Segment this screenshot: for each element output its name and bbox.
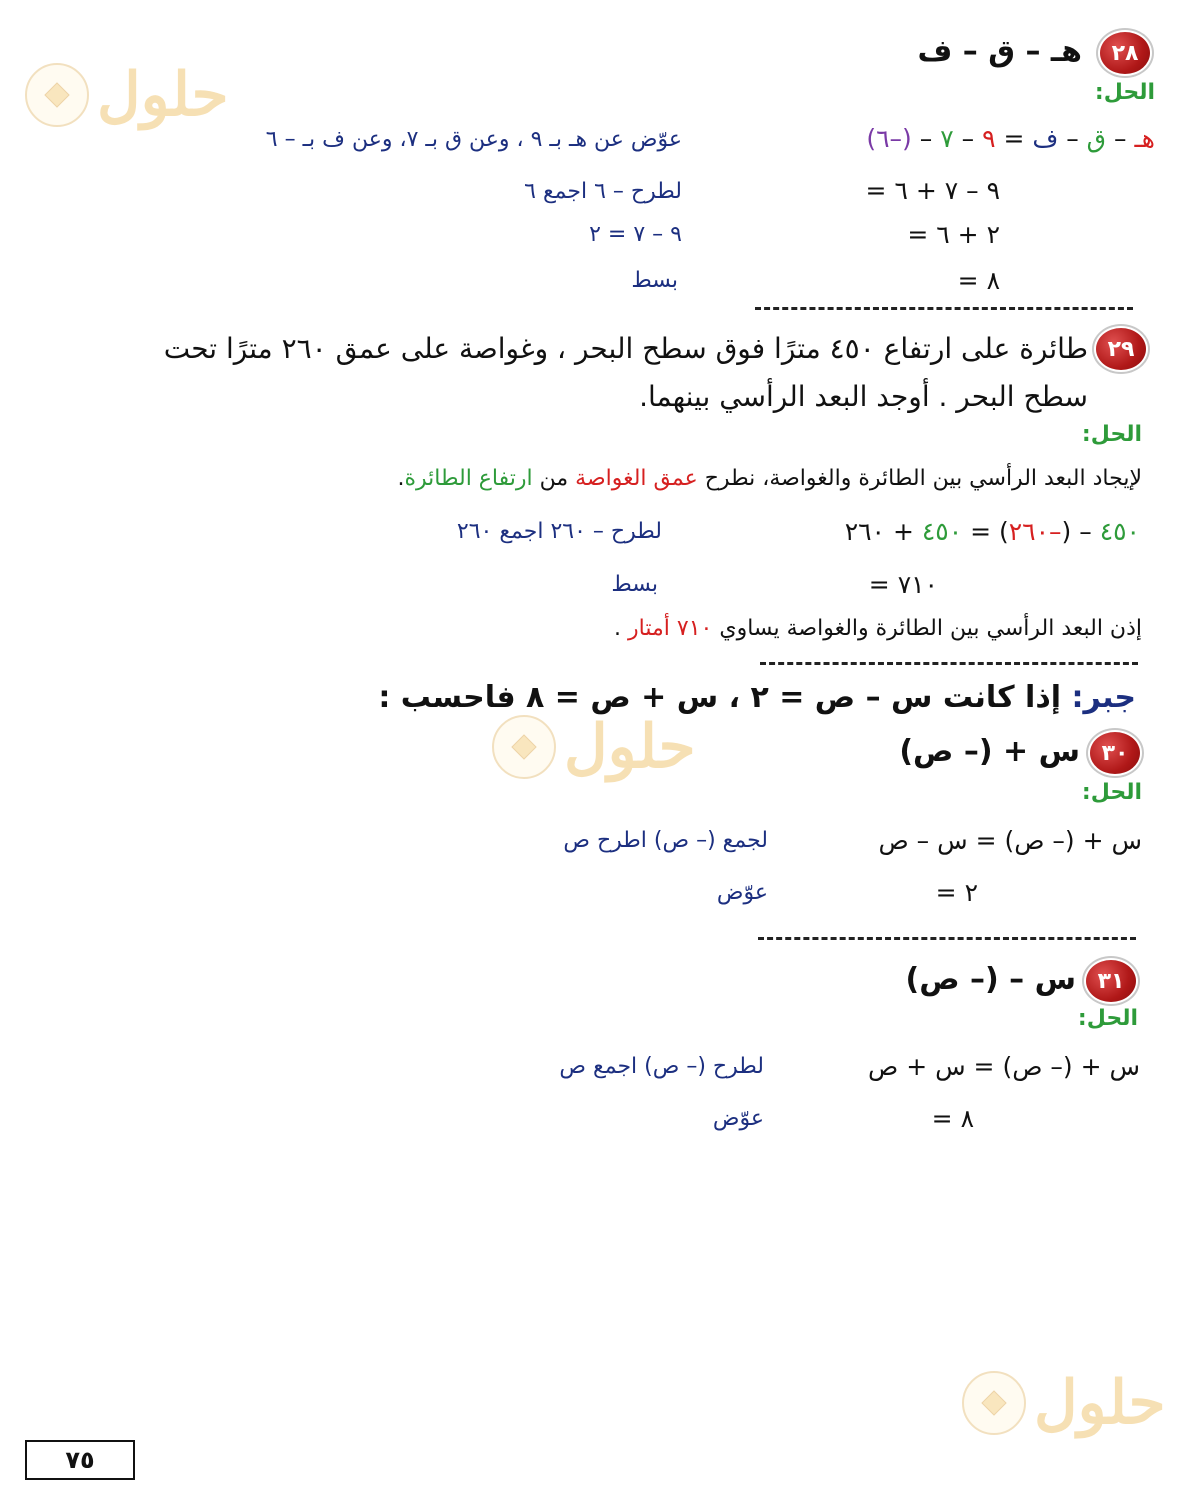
p28-line1-equation: هـ – ق – ف = ٩ – ٧ – (–٦): [866, 124, 1155, 153]
watermark-top-left: [25, 60, 229, 130]
p28-line2-note: لطرح – ٦ اجمع ٦: [524, 179, 682, 204]
p28-line3-note: ٩ – ٧ = ٢: [589, 222, 682, 247]
p29-line1-note: لطرح – ٢٦٠ اجمع ٢٦٠: [456, 519, 662, 544]
problem-31-expression: س – (– ص): [905, 962, 1076, 997]
p30-line2-equation: = ٢: [935, 878, 978, 907]
p31-line1-note: لطرح (– ص) اجمع ص: [559, 1054, 764, 1079]
p29-explanation: لإيجاد البعد الرأسي بين الطائرة والغواصة، نطرح عمق الغواصة من ارتفاع الطائرة.: [397, 466, 1142, 491]
solution-label: الحل:: [1094, 80, 1155, 105]
algebra-label: جبر:: [1071, 680, 1136, 715]
p28-line3-equation: = ٢ + ٦: [907, 220, 1000, 249]
problem-28-expression: هـ – ق – ف: [917, 34, 1082, 69]
page-number: ٧٥: [25, 1440, 135, 1480]
watermark-text: حلول: [564, 712, 696, 782]
p30-line1-note: لجمع (– ص) اطرح ص: [563, 828, 768, 853]
p28-line4-equation: = ٨: [957, 266, 1000, 295]
algebra-text: إذا كانت س – ص = ٢ ، س + ص = ٨ فاحسب :: [378, 680, 1072, 715]
p28-line1-note: عوّض عن هـ بـ ٩ ، وعن ق بـ ٧، وعن ف بـ – ٦: [265, 127, 682, 152]
solution-label: الحل:: [1081, 780, 1142, 805]
p29-text-line2: سطح البحر . أوجد البعد الرأسي بينهما.: [639, 380, 1088, 413]
p30-line2-note: عوّض: [716, 880, 768, 905]
separator: [758, 937, 1136, 940]
watermark-text: حلول: [1034, 1368, 1166, 1438]
book-icon: [962, 1371, 1026, 1435]
p28-line4-note: بسط: [631, 268, 678, 293]
p31-line2-note: عوّض: [712, 1106, 764, 1131]
p29-line2-equation: = ٧١٠: [868, 570, 938, 599]
p29-line2-note: بسط: [611, 572, 658, 597]
problem-30-expression: س + (– ص): [899, 734, 1080, 769]
solution-label: الحل:: [1081, 422, 1142, 447]
p29-line1-equation: ٤٥٠ – (–٢٦٠) = ٤٥٠ + ٢٦٠: [844, 517, 1140, 546]
p28-line2-equation: = ٩ – ٧ + ٦: [865, 176, 1000, 205]
p29-text-line1: طائرة على ارتفاع ٤٥٠ مترًا فوق سطح البحر ، وغواصة على عمق ٢٦٠ مترًا تحت: [163, 332, 1088, 365]
p30-line1-equation: س + (– ص) = س – ص: [878, 826, 1142, 855]
solution-label: الحل:: [1077, 1006, 1138, 1031]
p31-line2-equation: = ٨: [931, 1104, 974, 1133]
algebra-heading: [378, 680, 1136, 715]
book-icon: [25, 63, 89, 127]
problem-28-badge: ٢٨: [1100, 32, 1150, 74]
p29-conclusion: إذن البعد الرأسي بين الطائرة والغواصة يساوي ٧١٠ أمتار .: [614, 616, 1142, 641]
separator: [760, 662, 1138, 665]
problem-30-badge: ٣٠: [1090, 732, 1140, 774]
problem-31-badge: ٣١: [1086, 960, 1136, 1002]
watermark-middle: [492, 712, 696, 782]
book-icon: [492, 715, 556, 779]
watermark-bottom-right: [962, 1368, 1166, 1438]
watermark-text: حلول: [97, 60, 229, 130]
p31-line1-equation: س + (– ص) = س + ص: [868, 1052, 1140, 1081]
separator: [755, 307, 1133, 310]
problem-29-badge: ٢٩: [1096, 328, 1146, 370]
